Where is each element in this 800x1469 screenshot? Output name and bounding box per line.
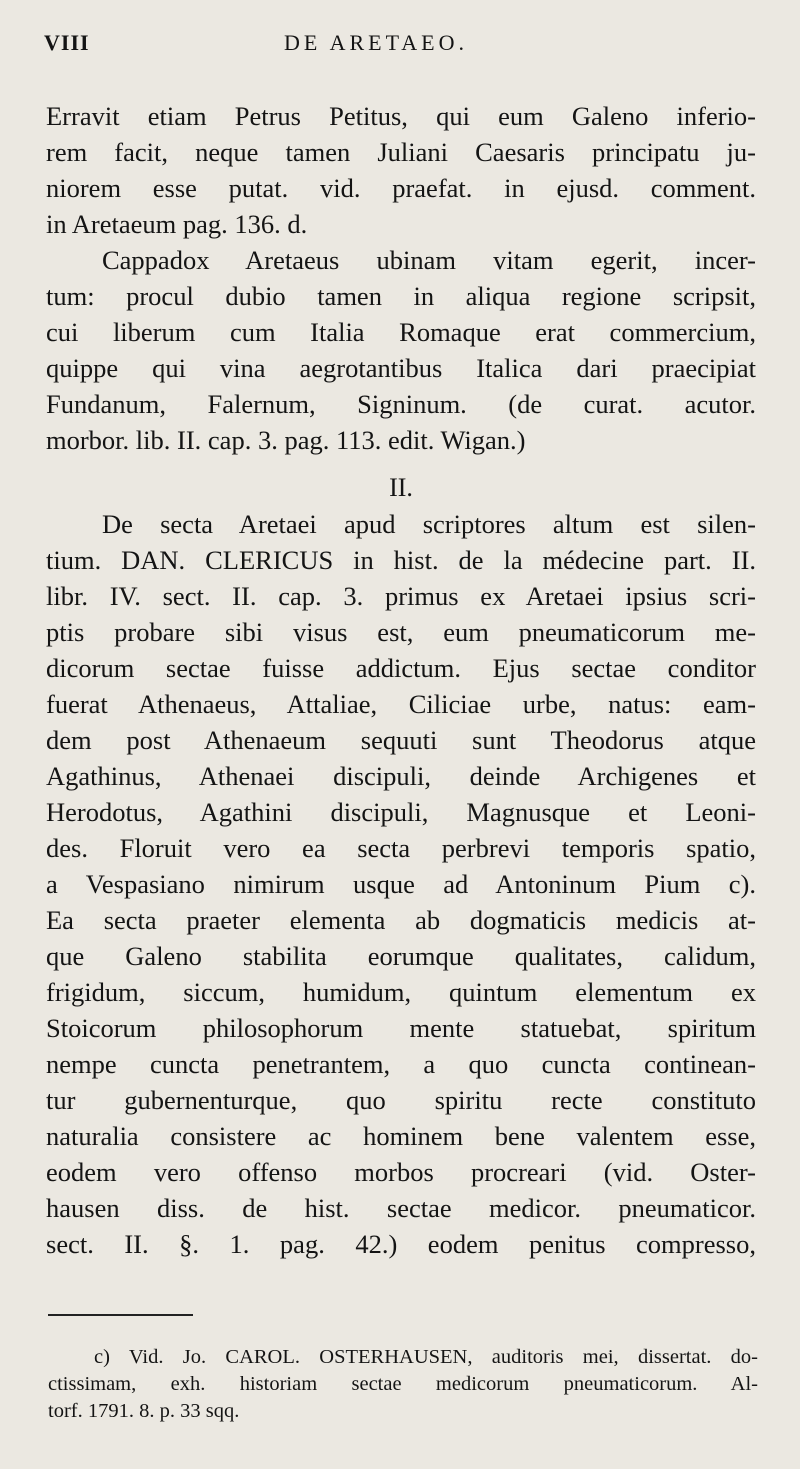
page-number: VIII <box>44 30 90 55</box>
footnote-divider <box>48 1314 193 1316</box>
text-line: quippe qui vina aegrotantibus Italica dari praecipiat <box>46 353 756 383</box>
text-line: tium. DAN. CLERICUS in hist. de la médecine part. II. <box>46 545 756 575</box>
text-line: sect. II. §. 1. pag. 42.) eodem penitus compresso, <box>46 1229 756 1259</box>
footnote-line: c) Vid. Jo. CAROL. OSTERHAUSEN, auditoris mei, dissertat. do- <box>94 1346 758 1368</box>
text-line: fuerat Athenaeus, Attaliae, Ciliciae urbe, natus: eam- <box>46 689 756 719</box>
text-line: tur gubernenturque, quo spiritu recte constituto <box>46 1085 756 1115</box>
text-line: que Galeno stabilita eorumque qualitates, calidum, <box>46 941 756 971</box>
text-line: Erravit etiam Petrus Petitus, qui eum Galeno inferio- <box>46 101 756 131</box>
text-line: naturalia consistere ac hominem bene valentem esse, <box>46 1121 756 1151</box>
text-line: tum: procul dubio tamen in aliqua regione scripsit, <box>46 281 756 311</box>
text-line: frigidum, siccum, humidum, quintum elementum ex <box>46 977 756 1007</box>
text-line: ptis probare sibi visus est, eum pneumaticorum me- <box>46 617 756 647</box>
text-line: niorem esse putat. vid. praefat. in ejusd. comment. <box>46 173 756 203</box>
text-line: De secta Aretaei apud scriptores altum est silen- <box>102 509 756 539</box>
text-line: Cappadox Aretaeus ubinam vitam egerit, incer- <box>102 245 756 275</box>
text-line: Agathinus, Athenaei discipuli, deinde Archigenes et <box>46 761 756 791</box>
text-line: dicorum sectae fuisse addictum. Ejus sectae conditor <box>46 653 756 683</box>
text-line: hausen diss. de hist. sectae medicor. pneumaticor. <box>46 1193 756 1223</box>
footnote-line: torf. 1791. 8. p. 33 sqq. <box>48 1400 240 1422</box>
text-line: Ea secta praeter elementa ab dogmaticis medicis at- <box>46 905 756 935</box>
section-heading: II. <box>389 473 413 502</box>
text-line: des. Floruit vero ea secta perbrevi temporis spatio, <box>46 833 756 863</box>
text-line: nempe cuncta penetrantem, a quo cuncta continean- <box>46 1049 756 1079</box>
text-line: in Aretaeum pag. 136. d. <box>46 209 308 239</box>
text-line: libr. IV. sect. II. cap. 3. primus ex Aretaei ipsius scri- <box>46 581 756 611</box>
footnote <box>48 1344 758 1425</box>
text-line: Fundanum, Falernum, Signinum. (de curat. acutor. <box>46 389 756 419</box>
text-line: a Vespasiano nimirum usque ad Antoninum Pium c). <box>46 869 756 899</box>
text-line: dem post Athenaeum sequuti sunt Theodorus atque <box>46 725 756 755</box>
text-line: cui liberum cum Italia Romaque erat commercium, <box>46 317 756 347</box>
running-title: DE ARETAEO. <box>284 30 469 55</box>
running-head <box>44 30 756 70</box>
text-line: Stoicorum philosophorum mente statuebat, spiritum <box>46 1013 756 1043</box>
text-line: rem facit, neque tamen Juliani Caesaris principatu ju- <box>46 137 756 167</box>
footnote-line: ctissimam, exh. historiam sectae medicorum pneumaticorum. Al- <box>48 1373 758 1395</box>
text-line: eodem vero offenso morbos procreari (vid. Oster- <box>46 1157 756 1187</box>
text-line: Herodotus, Agathini discipuli, Magnusque et Leoni- <box>46 797 756 827</box>
body-text <box>46 98 756 1262</box>
text-line: morbor. lib. II. cap. 3. pag. 113. edit. Wigan.) <box>46 425 526 455</box>
